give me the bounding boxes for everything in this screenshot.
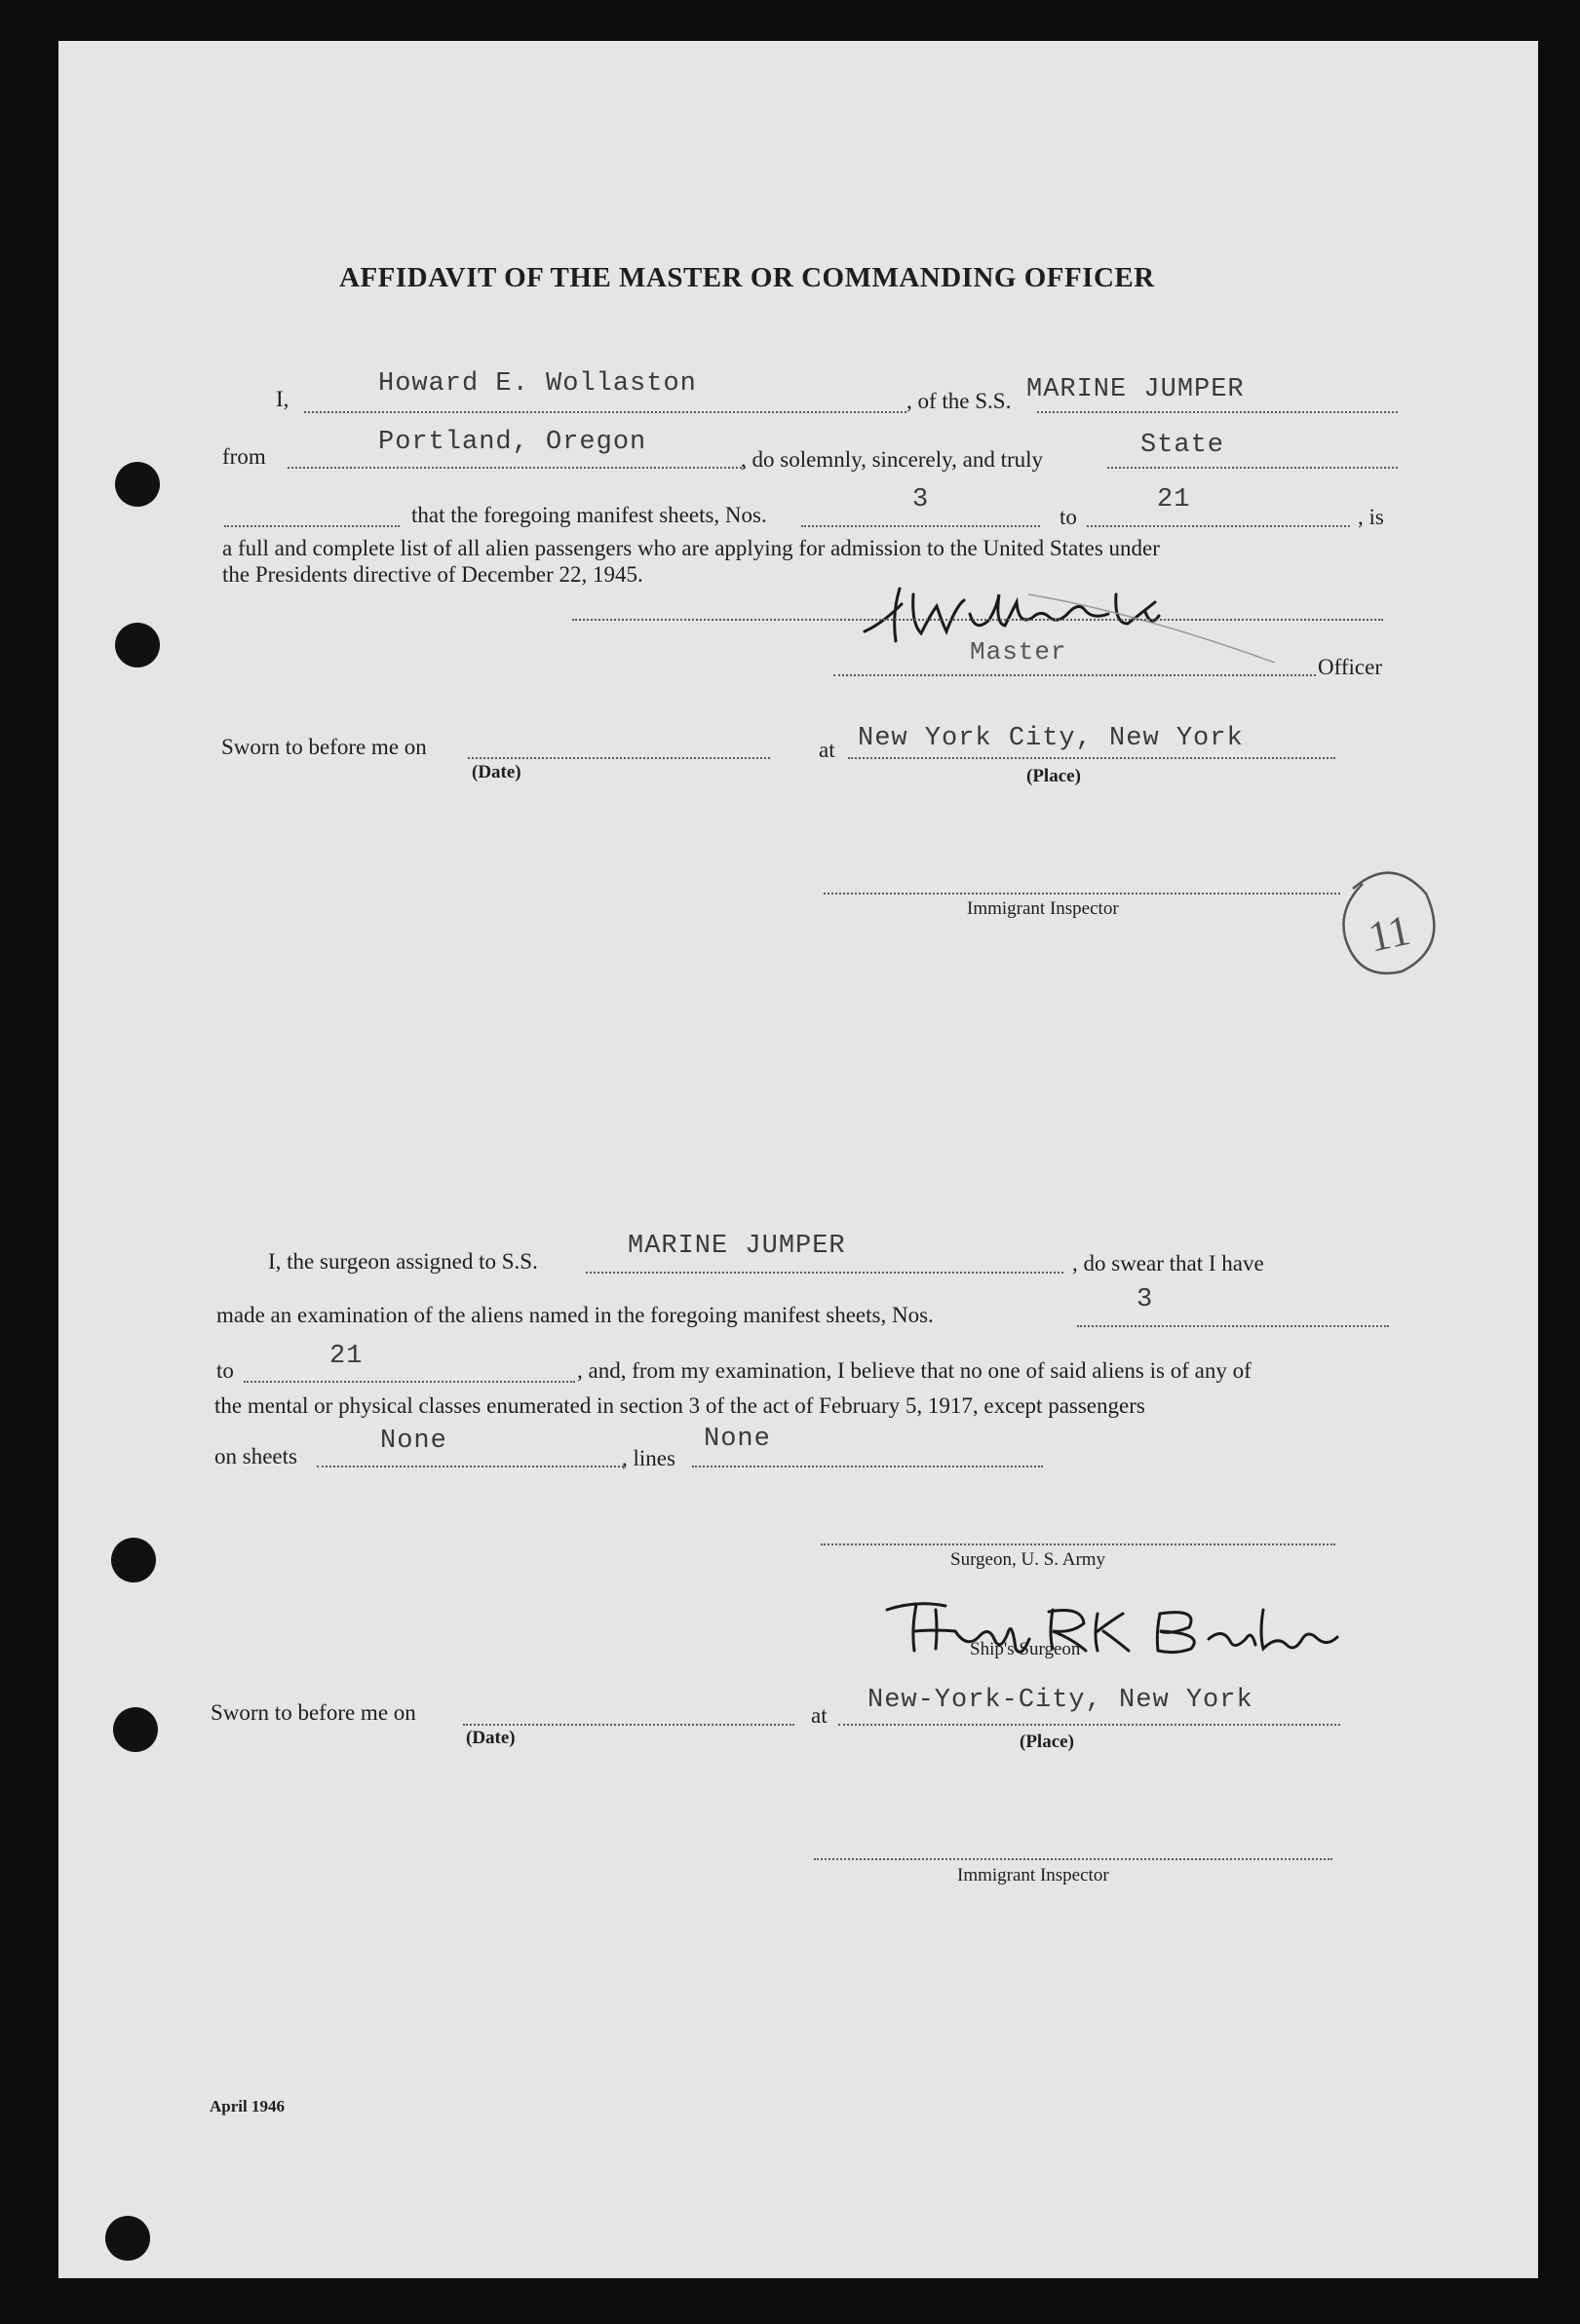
surgeon-intro: I, the surgeon assigned to S.S.	[268, 1249, 538, 1274]
place-line-2	[838, 1724, 1340, 1726]
date-line-1	[468, 757, 770, 759]
signature-line	[572, 619, 1383, 621]
from-place-line	[288, 467, 746, 469]
punch-hole	[115, 623, 160, 667]
date-line-2	[463, 1724, 794, 1726]
place-label-2: (Place)	[1020, 1732, 1074, 1752]
surgeon-ship-line	[586, 1272, 1063, 1274]
swear-label: , do swear that I have	[1072, 1251, 1264, 1276]
date-label-1: (Date)	[472, 762, 521, 782]
blank-line	[224, 525, 400, 527]
sheets-value: None	[380, 1427, 447, 1456]
solemnly-label: , do solemnly, sincerely, and truly	[741, 447, 1044, 472]
circled-annotation	[1333, 859, 1450, 986]
at-label-1: at	[819, 738, 835, 762]
surgeon-signature	[877, 1590, 1345, 1668]
belief-label: , and, from my examination, I believe that no one of said aliens is of any of	[577, 1358, 1252, 1383]
affidavit-title: AFFIDAVIT OF THE MASTER OR COMMANDING OFFICER	[339, 262, 1155, 293]
document-page	[58, 41, 1538, 2278]
lines-label: , lines	[622, 1446, 675, 1470]
place-line-1	[848, 757, 1335, 759]
sworn-label-2: Sworn to before me on	[211, 1700, 416, 1725]
rank: Master	[970, 637, 1067, 667]
from-label: from	[222, 444, 266, 469]
inspector-line-2	[814, 1858, 1332, 1860]
place-2: New-York-City, New York	[867, 1686, 1253, 1715]
foregoing-label: that the foregoing manifest sheets, Nos.	[411, 503, 767, 527]
surgeon-sheet-from: 3	[1137, 1285, 1154, 1314]
surgeon-to-label: to	[216, 1358, 234, 1383]
on-sheets-label: on sheets	[214, 1444, 297, 1468]
ship-name-line	[1037, 411, 1398, 413]
oath-word: State	[1140, 431, 1225, 460]
body-line-1: a full and complete list of all alien passengers who are applying for admission to the United States under	[222, 536, 1160, 560]
lines-value-line	[692, 1466, 1043, 1467]
punch-hole	[115, 462, 160, 507]
master-name: Howard E. Wollaston	[378, 369, 697, 399]
inspector-line-1	[824, 893, 1340, 895]
officer-label: Officer	[1318, 655, 1382, 679]
from-place: Portland, Oregon	[378, 428, 647, 457]
place-1: New York City, New York	[858, 724, 1244, 753]
surgeon-sheet-to: 21	[329, 1342, 364, 1371]
punch-hole	[105, 2216, 150, 2261]
sheet-from-line	[801, 525, 1040, 527]
lines-value: None	[704, 1425, 771, 1454]
master-name-line	[304, 411, 906, 413]
to-label: to	[1060, 505, 1077, 529]
army-surgeon-line	[821, 1543, 1335, 1545]
master-signature	[853, 555, 1311, 663]
punch-hole	[113, 1707, 158, 1752]
sheets-value-line	[317, 1466, 624, 1467]
surgeon-sheet-to-line	[244, 1381, 575, 1383]
surgeon-sheet-from-line	[1077, 1325, 1389, 1327]
is-label: , is	[1358, 505, 1384, 529]
circled-number: 11	[1364, 905, 1415, 962]
oath-word-line	[1107, 467, 1398, 469]
place-label-1: (Place)	[1026, 766, 1081, 786]
sworn-label-1: Sworn to before me on	[221, 735, 427, 759]
form-date: April 1946	[210, 2097, 285, 2115]
body-line-2: the Presidents directive of December 22, 1945.	[222, 562, 643, 587]
exam-label: made an examination of the aliens named in the foregoing manifest sheets, Nos.	[216, 1303, 934, 1327]
army-label: Surgeon, U. S. Army	[950, 1549, 1106, 1570]
rank-line	[833, 674, 1316, 676]
date-label-2: (Date)	[466, 1728, 516, 1748]
punch-hole	[111, 1538, 156, 1582]
ship-name: MARINE JUMPER	[1026, 375, 1245, 404]
inspector-label-2: Immigrant Inspector	[957, 1865, 1109, 1886]
at-label-2: at	[811, 1703, 828, 1728]
sheet-to: 21	[1157, 485, 1191, 514]
i-label: I,	[276, 387, 289, 411]
ships-surgeon-label: Ship's Surgeon	[970, 1639, 1081, 1659]
sheet-to-line	[1087, 525, 1350, 527]
inspector-label-1: Immigrant Inspector	[967, 898, 1119, 919]
surgeon-ship-name: MARINE JUMPER	[628, 1232, 846, 1261]
sheet-from: 3	[912, 485, 930, 514]
classes-label: the mental or physical classes enumerated in section 3 of the act of February 5, 1917, except passengers	[214, 1393, 1145, 1418]
of-ss-label: , of the S.S.	[906, 389, 1012, 413]
